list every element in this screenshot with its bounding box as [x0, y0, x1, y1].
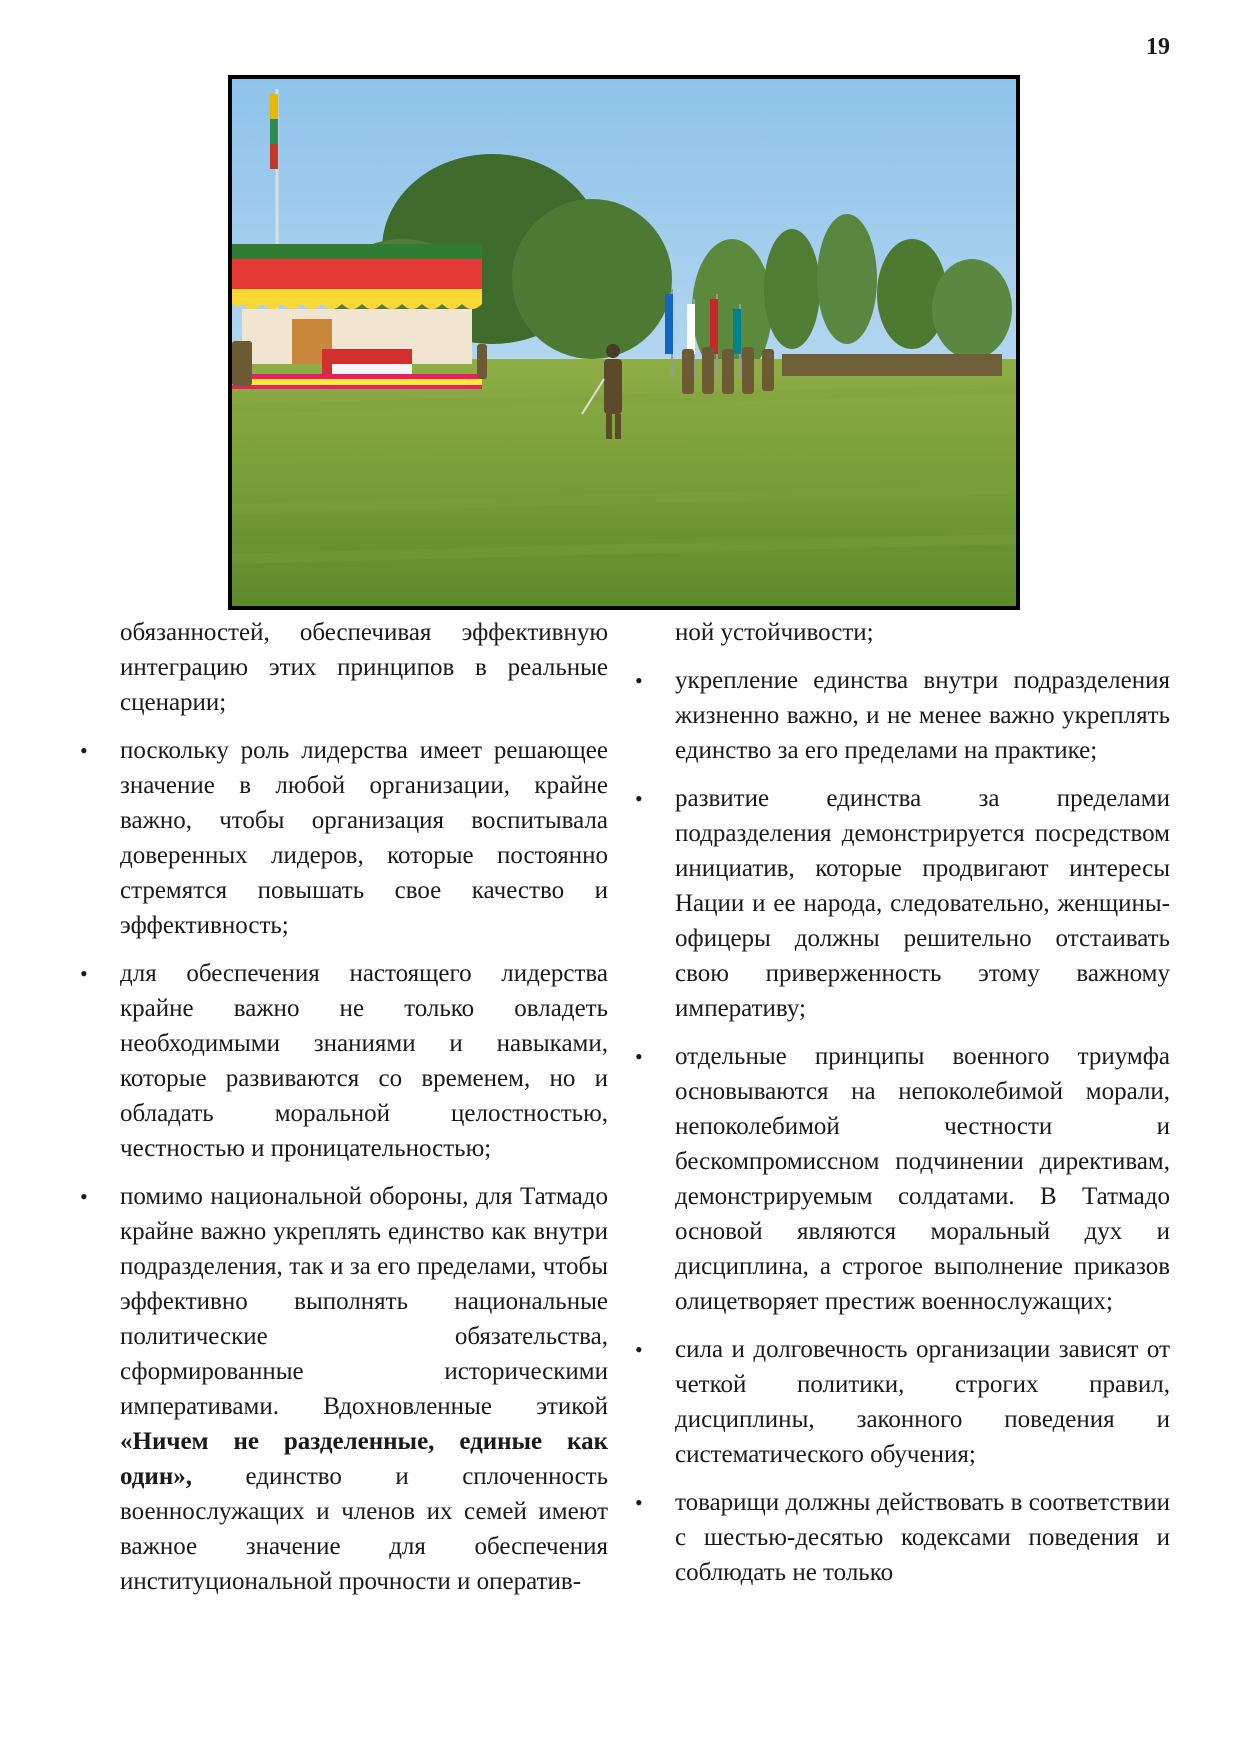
left-paragraph-continued: обязанностей, обеспечивая эффективную интеграцию этих принципов в реальные сценарии;	[120, 619, 608, 716]
right-column	[635, 615, 1170, 1603]
left-bullet-national-defense-end: единство и сплоченность военнослужащих и членов их семей имеют важное значение для обеспечения институциональной прочности и оператив-	[120, 1463, 608, 1595]
left-bullet-national-defense	[80, 1179, 608, 1599]
right-paragraph-continued: ной устойчивости;	[675, 619, 874, 646]
right-bullet-comrades-conduct: • товарищи должны действовать в соответствии с шестью-десятью кодексами поведения и соблюдать не только	[635, 1485, 1170, 1590]
left-bullet-national-defense-text: помимо национальной обороны, для Татмадо крайне важно укреплять единство как внутри подразделения, так и за его пределами, чтобы эффективно выполнять национальные политические обязательства, сформированные историческими императивами. Вдохновленные этикой	[120, 1183, 608, 1420]
right-bullet-organization-strength: • сила и долговечность организации зависят от четкой политики, строгих правил, дисциплины, законного поведения и систематического обучения;	[635, 1332, 1170, 1472]
left-bullet-true-leadership: • для обеспечения настоящего лидерства крайне важно не только овладеть необходимыми знаниями и навыками, которые развиваются со временем, но и обладать моральной целостностью, честностью и проницательностью;	[80, 956, 608, 1166]
left-column	[80, 615, 608, 1612]
parade-photo	[228, 75, 1020, 610]
ethics-quote: «Ничем не разделенные, единые как один»,	[120, 1428, 608, 1490]
page-number: 19	[1146, 34, 1170, 60]
right-bullet-unity-outside: • развитие единства за пределами подразделения демонстрируется посредством инициатив, которые продвигают интересы Нации и ее народа, следовательно, женщины-офицеры должны решительно отстаивать свою приверженность этому важному императиву;	[635, 781, 1170, 1026]
parade-photo-image	[232, 79, 1016, 606]
right-bullet-military-principles: • отдельные принципы военного триумфа основываются на непоколебимой морали, непоколебимой честности и бескомпромиссном подчинении директивам, демонстрируемым солдатами. В Татмадо основой являются моральный дух и дисциплина, а строгое выполнение приказов олицетворяет престиж военнослужащих;	[635, 1039, 1170, 1319]
right-bullet-unity-inside: • укрепление единства внутри подразделения жизненно важно, и не менее важно укреплять единство за его пределами на практике;	[635, 663, 1170, 768]
left-bullet-leadership: • поскольку роль лидерства имеет решающее значение в любой организации, крайне важно, чтобы организация воспитывала доверенных лидеров, которые постоянно стремятся повышать свое качество и эффективность;	[80, 733, 608, 943]
